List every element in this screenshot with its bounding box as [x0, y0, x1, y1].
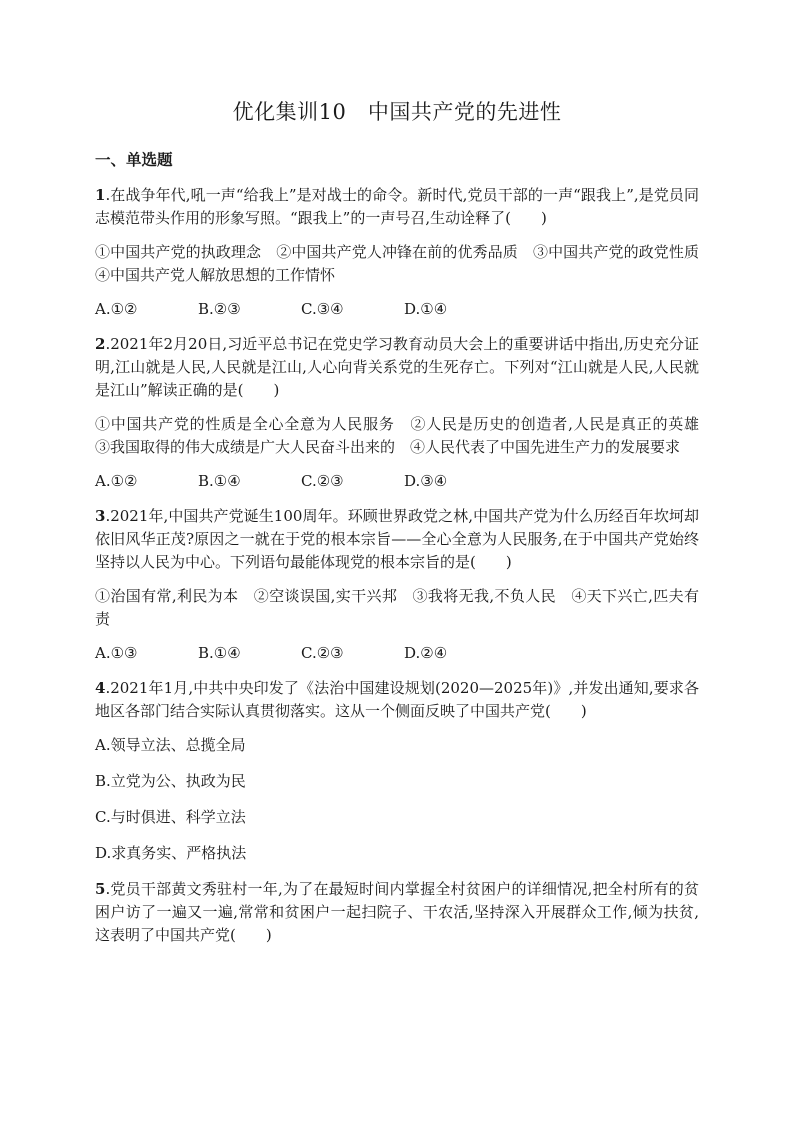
choice-c[interactable]: C.与时俱进、科学立法	[95, 808, 246, 826]
question-number: 2	[95, 335, 106, 353]
choice-d[interactable]: D.③④	[404, 472, 448, 490]
question-statements: ①治国有常,利民为本 ②空谈误国,实干兴邦 ③我将无我,不负人民 ④天下兴亡,匹夫有责	[95, 587, 699, 628]
choice-b[interactable]: B.立党为公、执政为民	[95, 772, 246, 790]
question-text: .党员干部黄文秀驻村一年,为了在最短时间内掌握全村贫困户的详细情况,把全村所有的贫困户访了一遍又一遍,常常和贫困户一起扫院子、干农活,坚持深入开展群众工作,倾为扶贫,这表明了中国共产党( )	[95, 880, 699, 944]
answer-choices	[95, 470, 699, 493]
question-number: 1	[95, 186, 106, 204]
choice-d[interactable]: D.求真务实、严格执法	[95, 844, 247, 862]
question-stem	[95, 878, 699, 947]
choice-b[interactable]: B.②③	[198, 300, 241, 318]
question-3	[95, 505, 699, 665]
choice-a[interactable]: A.①②	[95, 472, 138, 490]
answer-choices	[95, 298, 699, 321]
question-stem	[95, 333, 699, 402]
question-5	[95, 878, 699, 947]
choice-d[interactable]: D.②④	[404, 644, 448, 662]
choice-c[interactable]: C.③④	[301, 300, 344, 318]
question-stem	[95, 677, 699, 723]
choice-b[interactable]: B.①④	[198, 472, 241, 490]
question-stem	[95, 184, 699, 230]
choice-b[interactable]: B.①④	[198, 644, 241, 662]
choice-c[interactable]: C.②③	[301, 644, 344, 662]
section-heading: 一、单选题	[95, 151, 173, 169]
question-statements: ①中国共产党的性质是全心全意为人民服务 ②人民是历史的创造者,人民是真正的英雄 ③我国取得的伟大成绩是广大人民奋斗出来的 ④人民代表了中国先进生产力的发展要求	[95, 415, 715, 456]
choice-d[interactable]: D.①④	[404, 300, 448, 318]
question-number: 4	[95, 679, 106, 697]
question-2	[95, 333, 715, 493]
question-number: 5	[95, 880, 106, 898]
choice-a[interactable]: A.领导立法、总揽全局	[95, 736, 246, 754]
choice-a[interactable]: A.①③	[95, 644, 138, 662]
page-title: 优化集训10 中国共产党的先进性	[232, 100, 562, 124]
question-1	[95, 184, 715, 321]
question-statements: ①中国共产党的执政理念 ②中国共产党人冲锋在前的优秀品质 ③中国共产党的政党性质 ④中国共产党人解放思想的工作情怀	[95, 243, 715, 284]
question-text: .2021年2月20日,习近平总书记在党史学习教育动员大会上的重要讲话中指出,历史充分证明,江山就是人民,人民就是江山,人心向背关系党的生死存亡。下列对“江山就是人民,人民就是江山”解读正确的是( )	[95, 335, 699, 399]
question-number: 3	[95, 507, 106, 525]
question-4	[95, 677, 699, 865]
choice-a[interactable]: A.①②	[95, 300, 138, 318]
question-text: .2021年1月,中共中央印发了《法治中国建设规划(2020—2025年)》,并发出通知,要求各地区各部门结合实际认真贯彻落实。这从一个侧面反映了中国共产党( )	[95, 679, 699, 720]
question-text: .2021年,中国共产党诞生100周年。环顾世界政党之林,中国共产党为什么历经百年坎坷却依旧风华正茂?原因之一就在于党的根本宗旨——全心全意为人民服务,在于中国共产党始终坚持以人民为中心。下列语句最能体现党的根本宗旨的是( )	[95, 507, 699, 571]
choice-c[interactable]: C.②③	[301, 472, 344, 490]
question-stem	[95, 505, 699, 574]
question-text: .在战争年代,吼一声“给我上”是对战士的命令。新时代,党员干部的一声“跟我上”,是党员同志模范带头作用的形象写照。“跟我上”的一声号召,生动诠释了( )	[95, 186, 699, 227]
answer-choices	[95, 642, 699, 665]
